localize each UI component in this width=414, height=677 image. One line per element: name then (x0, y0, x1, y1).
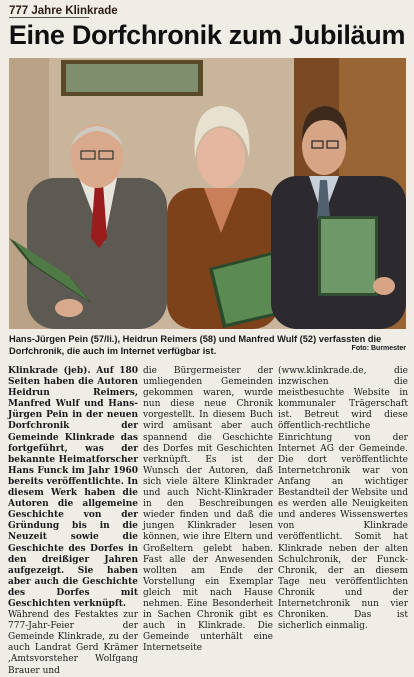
article-paragraph: die Bürgermeister der umliegenden Gemeinden gekommen waren, wurde nun diese neue Chronik vorgestellt. In diesem Buch wird amüsant aber auch spannend die Geschichte des Dorfes mit Geschichten verknüpft. Es ist der Wunsch der Autoren, daß sich viele ältere Klinkrader und auch Nicht-Klinkrader in den Beschreibungen wieder finden und daß die jungen Klinkrader lesen können, wie ihre Eltern und Großeltern gelebt haben. Fast alle der Anwesenden wollten am Ende der Vorstellung ein Exemplar gleich mit nach Hause nehmen. Eine Besonderheit in Sachen Chronik gibt es auch in Klinkrade. Die Gemeinde unterhält eine Internetseite (143, 366, 273, 654)
photo-credit: Foto: Burmester (351, 345, 406, 352)
article-photo (9, 58, 406, 329)
article-paragraph: Während des Festaktes zur 777-Jahr-Feier der Gemeinde Klinkrade, zu der auch Landrat Gerd Krämer ,Amtsvorsteher Wolfgang Brauer und (8, 610, 138, 676)
kicker-underline (9, 17, 89, 18)
photo-caption: Hans-Jürgen Pein (57/li.), Heidrun Reimers (58) und Manfred Wulf (52) verfassten die Dorfchronik, die auch im Internet verfügbar ist. (9, 334, 382, 356)
kicker: 777 Jahre Klinkrade (9, 5, 118, 17)
article-column-3 (278, 366, 408, 632)
article-paragraph: (www.klinkrade.de, die inzwischen die meistbesuchte Website in kommunaler Trägerschaft ist. Betreut wird diese öffentlich-rechtliche Einrichtung von der Internet AG der Gemeinde. Die dort veröffentlichte Internetchronik war von Anfang an wichtiger Bestandteil der Website und es werden alle Neuigkeiten und anderes Wissenswertes von Klinkrade veröffentlicht. Somit hat Klinkrade neben der alten Schulchronik, der Funck-Chronik, der an diesem Tage neu veröffentlichten Chronik und der Internetchronik nun vier Chroniken. Das ist sicherlich einmalig. (278, 366, 408, 632)
photo-illustration (9, 58, 406, 329)
article-column-1 (8, 366, 138, 677)
article-lead: Klinkrade (jeb). Auf 180 Seiten haben die Autoren Heidrun Reimers, Manfred Wulf und Hans-Jürgen Pein in der neuen Dorfchronik der Gemeinde Klinkrade das fortgeführt, was der bekannte Heimatforscher Hans Funck im Jahr 1960 bereits veröffentlichte. In diesem Werk haben die Autoren die allgemeine Geschichte von der Gründung bis in die Neuzeit sowie die Geschichte des Dorfes in den dreißiger Jahren aufgezeigt. Sie haben aber auch die Geschichte des Dorfes mit Geschichten verknüpft. (8, 366, 138, 609)
headline: Eine Dorfchronik zum Jubiläum (8, 20, 406, 50)
article-column-2 (143, 366, 273, 654)
